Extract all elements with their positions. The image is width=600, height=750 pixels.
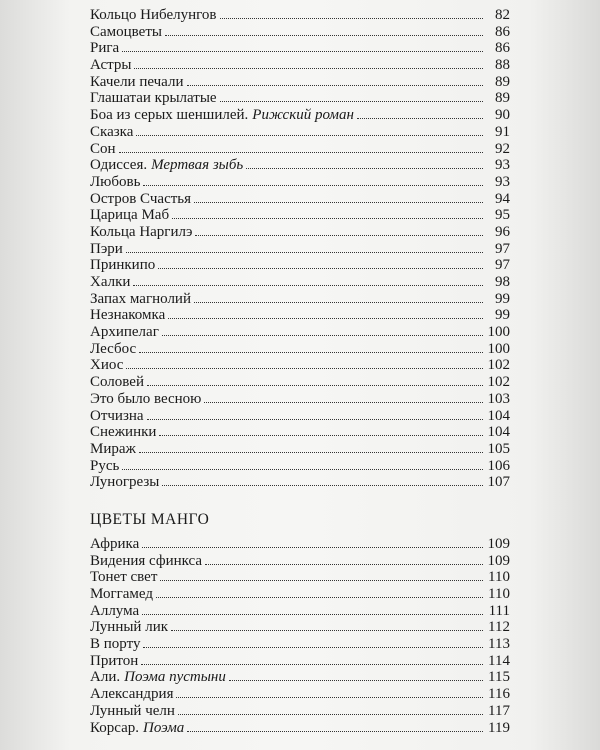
entry-page-number: 94 [495, 190, 510, 207]
entry-title: Лунный лик [90, 619, 169, 636]
entry-title: Сказка [90, 123, 134, 140]
dot-leader [162, 485, 483, 486]
entry-title: Принкипо [90, 257, 156, 274]
entry-page-number: 109 [487, 535, 510, 552]
toc-entry [90, 441, 510, 458]
dot-leader [194, 202, 483, 203]
entry-page-number: 88 [495, 57, 510, 74]
dot-leader [122, 51, 483, 52]
entry-title: Боа из серых шеншилей. [90, 107, 249, 124]
toc-entry [90, 291, 510, 308]
entry-title: Али. [90, 669, 121, 686]
section-heading: ЦВЕТЫ МАНГО [90, 510, 210, 528]
toc-entry [90, 191, 510, 208]
toc-entry [90, 90, 510, 107]
entry-page-number: 91 [495, 123, 510, 140]
dot-leader [187, 731, 483, 732]
toc-entry [90, 357, 510, 374]
entry-title: Русь [90, 457, 120, 474]
entry-title: Сон [90, 140, 116, 157]
toc-entry [90, 703, 510, 720]
entry-page-number: 97 [495, 240, 510, 257]
entry-title: Рига [90, 40, 120, 57]
entry-page-number: 109 [487, 552, 510, 569]
entry-page-number: 115 [488, 669, 510, 686]
entry-page-number: 110 [488, 586, 510, 602]
entry-title: Тонет свет [90, 569, 158, 586]
dot-leader [133, 285, 483, 286]
dot-leader [139, 352, 483, 353]
dot-leader [178, 714, 483, 715]
dot-leader [172, 218, 483, 219]
entry-page-number: 86 [495, 23, 510, 40]
toc-entry [90, 408, 510, 425]
toc-entry [90, 458, 510, 475]
toc-entry [90, 586, 510, 603]
dot-leader [126, 368, 483, 369]
entry-page-number: 119 [488, 719, 510, 736]
entry-page-number: 117 [488, 702, 510, 719]
entry-title: Остров Счастья [90, 190, 192, 207]
toc-entry [90, 57, 510, 74]
entry-page-number: 92 [495, 140, 510, 157]
entry-title: Лесбос [90, 340, 137, 357]
entry-title: В порту [90, 636, 141, 653]
dot-leader [156, 597, 483, 598]
dot-leader [195, 235, 483, 236]
entry-title: Пэри [90, 240, 123, 257]
entry-title: Хиос [90, 357, 124, 374]
entry-title: Любовь [90, 173, 141, 190]
dot-leader [139, 452, 483, 453]
toc-entry [90, 636, 510, 653]
entry-title: Корсар. [90, 719, 140, 736]
dot-leader [158, 268, 483, 269]
entry-title: Одиссея. [90, 157, 148, 174]
entry-page-number: 102 [487, 374, 510, 391]
toc-entry [90, 536, 510, 553]
dot-leader [204, 402, 483, 403]
entry-title: Аллума [90, 602, 140, 619]
table-of-contents [90, 7, 510, 736]
dot-leader [220, 101, 483, 102]
dot-leader [136, 135, 483, 136]
entry-page-number: 114 [488, 652, 510, 669]
dot-leader [126, 252, 483, 253]
entry-page-number: 97 [495, 257, 510, 274]
entry-title: Африка [90, 535, 140, 552]
entry-subtitle: Рижский роман [252, 107, 354, 124]
toc-list-main [90, 7, 510, 491]
dot-leader [229, 680, 483, 681]
toc-entry [90, 603, 510, 620]
dot-leader [205, 564, 483, 565]
toc-list-mango [90, 536, 510, 736]
entry-title: Качели печали [90, 73, 184, 90]
toc-entry [90, 207, 510, 224]
entry-page-number: 89 [495, 90, 510, 107]
toc-entry [90, 669, 510, 686]
entry-page-number: 90 [495, 107, 510, 124]
entry-page-number: 105 [487, 440, 510, 457]
entry-page-number: 99 [495, 307, 510, 324]
toc-entry [90, 7, 510, 24]
dot-leader [220, 18, 484, 19]
toc-entry [90, 307, 510, 324]
toc-entry [90, 686, 510, 703]
entry-title: Глашатаи крылатые [90, 90, 217, 107]
entry-title: Мираж [90, 440, 136, 457]
dot-leader [147, 419, 483, 420]
entry-page-number: 96 [495, 223, 510, 240]
entry-page-number: 102 [487, 357, 510, 374]
entry-title: Отчизна [90, 407, 144, 424]
entry-page-number: 98 [495, 274, 510, 290]
entry-subtitle: Поэма [143, 719, 185, 736]
entry-page-number: 95 [495, 207, 510, 224]
dot-leader [134, 68, 483, 69]
toc-entry [90, 324, 510, 341]
toc-entry [90, 24, 510, 41]
entry-page-number: 107 [487, 474, 510, 491]
dot-leader [159, 435, 483, 436]
entry-page-number: 86 [495, 40, 510, 57]
toc-entry [90, 141, 510, 158]
entry-page-number: 104 [487, 424, 510, 441]
toc-entry [90, 257, 510, 274]
toc-entry [90, 424, 510, 441]
dot-leader [187, 85, 484, 86]
entry-title: Лунный челн [90, 702, 175, 719]
entry-title: Самоцветы [90, 23, 162, 40]
entry-page-number: 110 [488, 569, 510, 586]
dot-leader [147, 385, 483, 386]
dot-leader [141, 664, 483, 665]
entry-title: Кольца Наргилэ [90, 223, 193, 240]
entry-page-number: 113 [488, 636, 510, 653]
toc-entry [90, 720, 510, 737]
dot-leader [143, 647, 483, 648]
entry-subtitle: Мертвая зыбь [151, 157, 244, 174]
dot-leader [122, 469, 483, 470]
entry-page-number: 99 [495, 290, 510, 307]
toc-entry [90, 174, 510, 191]
entry-title: Запах магнолий [90, 290, 191, 307]
dot-leader [168, 318, 483, 319]
entry-subtitle: Поэма пустыни [124, 669, 226, 686]
entry-page-number: 100 [487, 324, 510, 341]
toc-entry [90, 474, 510, 491]
entry-title: Незнакомка [90, 307, 166, 324]
toc-entry [90, 40, 510, 57]
dot-leader [357, 118, 483, 119]
dot-leader [160, 580, 483, 581]
dot-leader [119, 152, 483, 153]
entry-title: Кольцо Нибелунгов [90, 7, 217, 23]
entry-page-number: 100 [487, 340, 510, 357]
toc-entry [90, 653, 510, 670]
dot-leader [176, 697, 483, 698]
dot-leader [194, 302, 483, 303]
dot-leader [246, 168, 483, 169]
dot-leader [162, 335, 483, 336]
entry-page-number: 93 [495, 157, 510, 174]
entry-page-number: 112 [488, 619, 510, 636]
entry-title: Астры [90, 57, 132, 74]
entry-title: Снежинки [90, 424, 157, 441]
entry-title: Видения сфинкса [90, 552, 203, 569]
toc-entry [90, 569, 510, 586]
toc-entry [90, 374, 510, 391]
entry-title: Притон [90, 652, 139, 669]
dot-leader [142, 547, 483, 548]
toc-entry [90, 341, 510, 358]
dot-leader [142, 614, 483, 615]
entry-title: Александрия [90, 686, 174, 703]
entry-page-number: 89 [495, 73, 510, 90]
dot-leader [165, 35, 483, 36]
toc-entry [90, 391, 510, 408]
toc-entry [90, 274, 510, 291]
entry-title: Это было весною [90, 390, 202, 407]
entry-title: Моггамед [90, 586, 154, 602]
entry-page-number: 82 [495, 7, 510, 23]
entry-title: Архипелаг [90, 324, 159, 341]
entry-page-number: 116 [488, 686, 510, 703]
toc-entry [90, 241, 510, 258]
entry-page-number: 104 [487, 407, 510, 424]
toc-entry [90, 224, 510, 241]
entry-title: Луногрезы [90, 474, 160, 491]
entry-title: Соловей [90, 374, 144, 391]
entry-title: Царица Маб [90, 207, 170, 224]
toc-entry [90, 124, 510, 141]
dot-leader [171, 630, 483, 631]
toc-entry [90, 157, 510, 174]
entry-title: Халки [90, 274, 131, 290]
toc-entry [90, 553, 510, 570]
entry-page-number: 111 [488, 602, 510, 619]
entry-page-number: 103 [487, 390, 510, 407]
toc-entry [90, 107, 510, 124]
entry-page-number: 93 [495, 173, 510, 190]
toc-entry [90, 74, 510, 91]
dot-leader [143, 185, 483, 186]
toc-entry [90, 619, 510, 636]
entry-page-number: 106 [487, 457, 510, 474]
